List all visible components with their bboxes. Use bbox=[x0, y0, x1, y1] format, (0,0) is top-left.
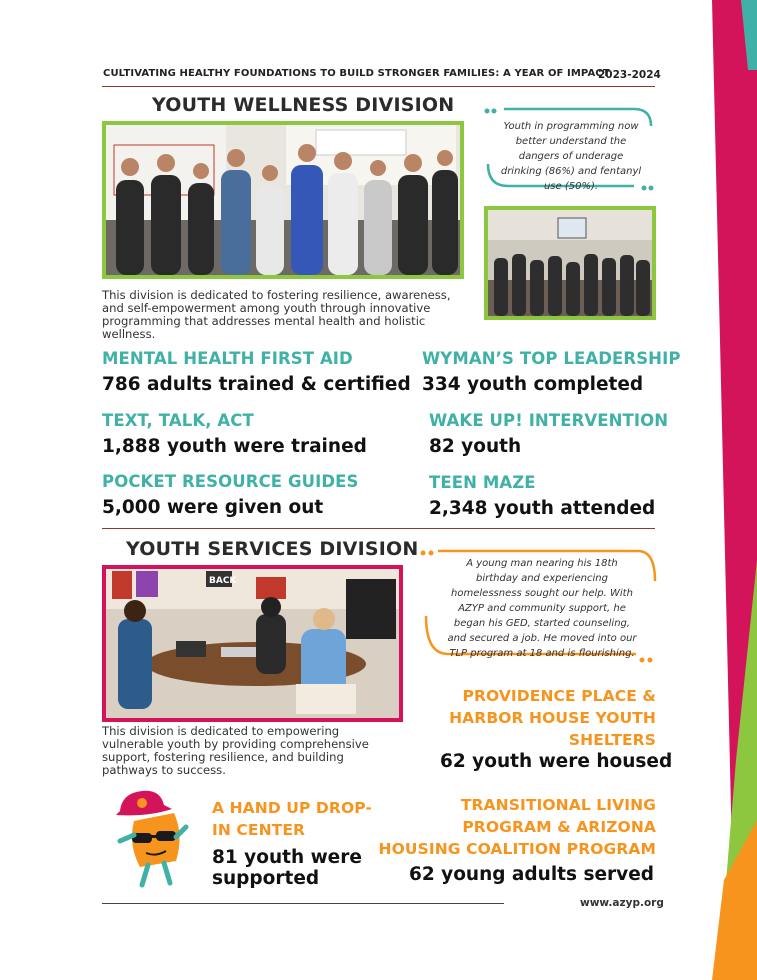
stat-value-providence-place: 62 youth were housed bbox=[440, 751, 673, 772]
stat-value-mental-health-first-aid: 786 adults trained & certified bbox=[102, 374, 411, 395]
services-description: This division is dedicated to empowering vulnerable youth by providing comprehensive support, fostering resilience, and building pathways to success. bbox=[102, 724, 369, 777]
stat-value-transitional-living: 62 young adults served bbox=[408, 864, 654, 885]
stat-label-text-talk-act: TEXT, TALK, ACT bbox=[102, 411, 254, 430]
wellness-description: This division is dedicated to fostering resilience, awareness, and self-empowerment among youth through innovative programming that addresses mental health and holistic wellness. bbox=[102, 288, 451, 341]
stat-value-teen-maze: 2,348 youth attended bbox=[429, 498, 656, 519]
wellness-division-title: YOUTH WELLNESS DIVISION bbox=[152, 94, 455, 116]
stat-label-mental-health-first-aid: MENTAL HEALTH FIRST AID bbox=[102, 349, 353, 368]
report-header-title: CULTIVATING HEALTHY FOUNDATIONS TO BUILD STRONGER FAMILIES: A YEAR OF IMPACT bbox=[103, 68, 610, 79]
stat-value-a-hand-up: 81 youth were supported bbox=[212, 847, 362, 889]
stat-label-a-hand-up: A HAND UP DROP-IN CENTER bbox=[212, 799, 372, 839]
mascot-illustration bbox=[112, 785, 192, 891]
services-division-title: YOUTH SERVICES DIVISION bbox=[126, 538, 419, 560]
stat-label-wymans-top-leadership: WYMAN’S TOP LEADERSHIP bbox=[422, 349, 681, 368]
stat-label-wake-up-intervention: WAKE UP! INTERVENTION bbox=[429, 411, 669, 430]
footer-divider bbox=[102, 903, 504, 904]
website-url[interactable]: www.azyp.org bbox=[580, 897, 664, 909]
stat-value-pocket-resource-guides: 5,000 were given out bbox=[102, 497, 324, 518]
stat-label-pocket-resource-guides: POCKET RESOURCE GUIDES bbox=[102, 472, 359, 491]
stat-label-teen-maze: TEEN MAZE bbox=[429, 473, 536, 492]
stat-value-text-talk-act: 1,888 youth were trained bbox=[102, 436, 367, 457]
stat-label-transitional-living: TRANSITIONAL LIVING PROGRAM & ARIZONA HOUSING COALITION PROGRAM bbox=[378, 796, 656, 858]
wellness-quote-text: Youth in programming now better understand the dangers of underage drinking (86%) and fentanyl use (50%). bbox=[500, 121, 642, 192]
services-quote-text: A young man nearing his 18th birthday and experiencing homelessness sought our help. With AZYP and community support, he began his GED, started counseling, and secured a job. He moved into our TLP program at 18 and is flourishing. bbox=[447, 558, 637, 659]
services-office-photo bbox=[102, 565, 403, 722]
wellness-group-photo bbox=[102, 121, 464, 279]
section-divider bbox=[102, 528, 655, 529]
report-year: 2023-2024 bbox=[598, 69, 661, 81]
stat-label-providence-place: PROVIDENCE PLACE & HARBOR HOUSE YOUTH SHELTERS bbox=[449, 687, 656, 749]
wellness-event-photo bbox=[484, 206, 656, 320]
stat-value-wake-up-intervention: 82 youth bbox=[429, 436, 522, 457]
stat-value-wymans-top-leadership: 334 youth completed bbox=[422, 374, 644, 395]
services-photo-sign: BACK bbox=[209, 576, 237, 586]
header-divider bbox=[102, 86, 655, 87]
